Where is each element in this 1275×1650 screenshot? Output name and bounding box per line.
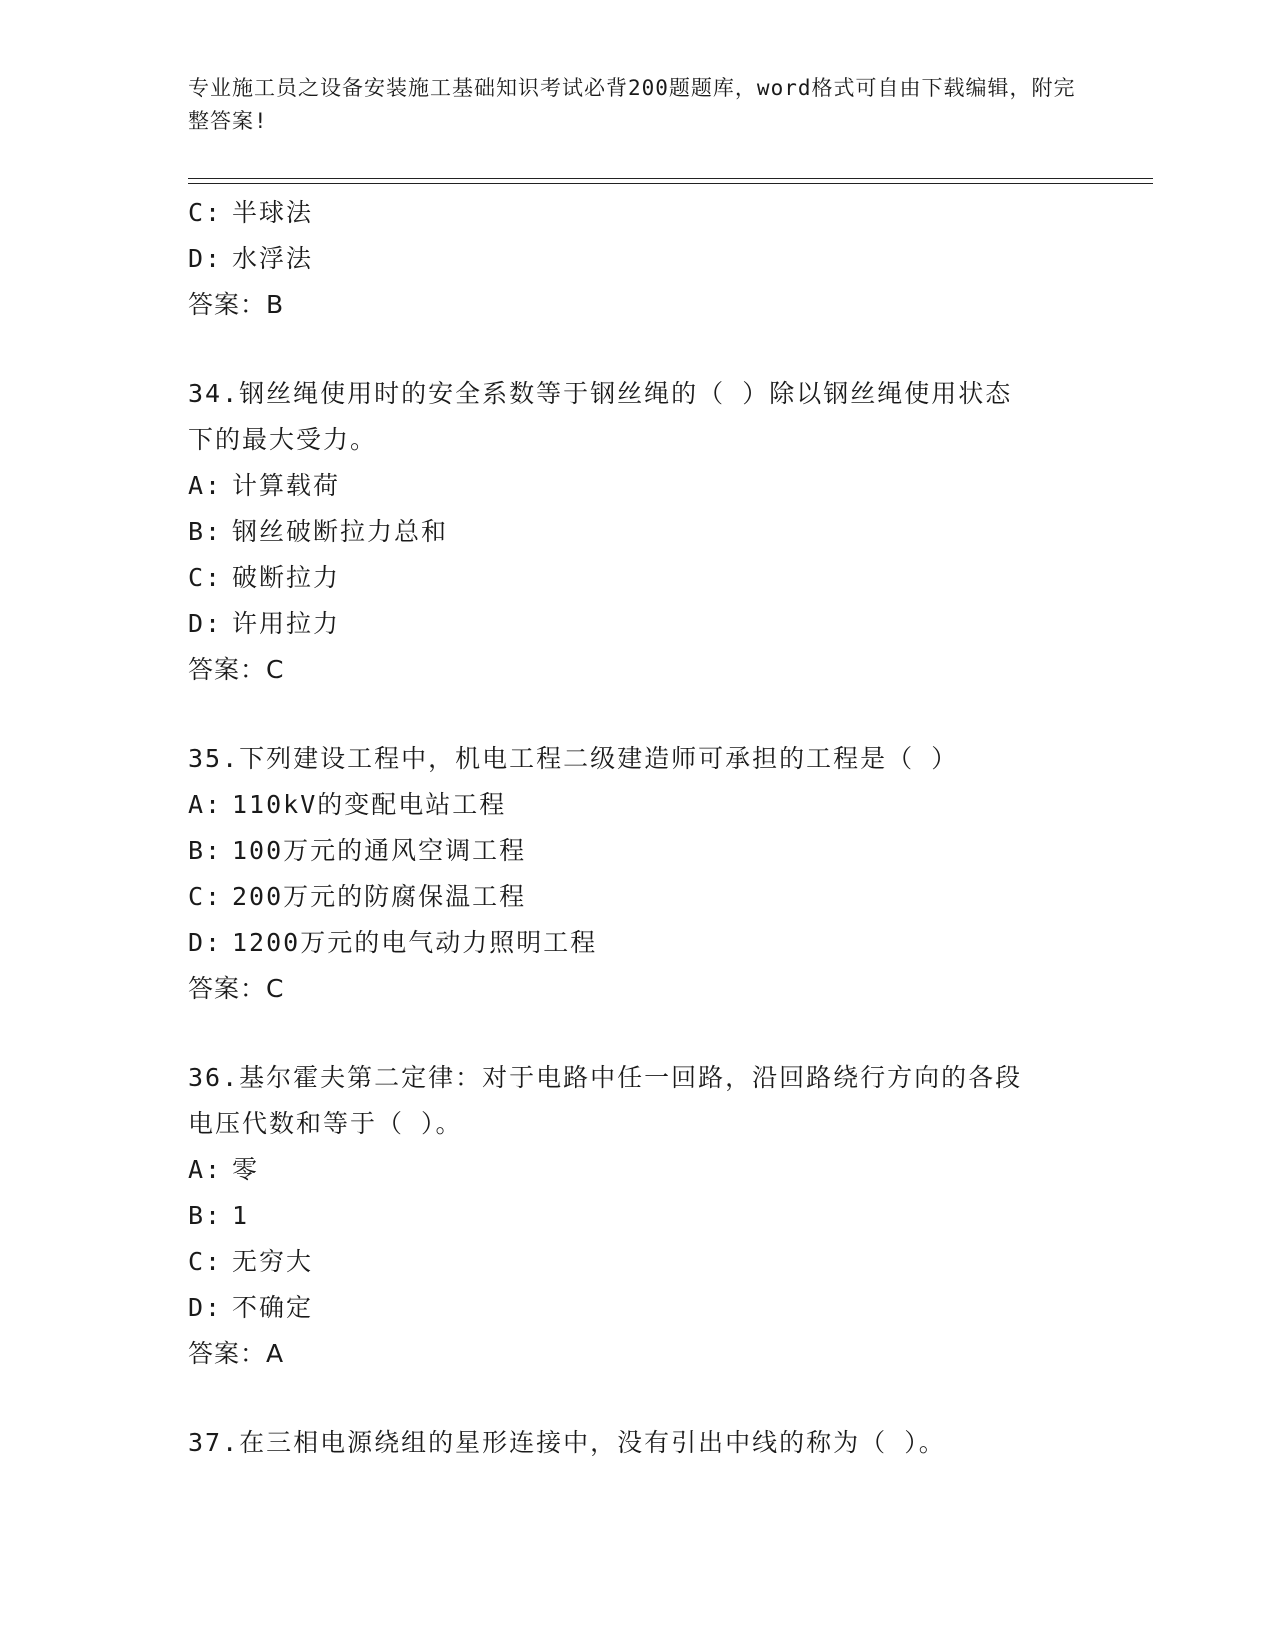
header-divider-top [188, 178, 1153, 179]
option-key: D: [188, 928, 223, 957]
question-37 [188, 1420, 1088, 1466]
option-key: A: [188, 471, 223, 500]
option-b [188, 1193, 1088, 1239]
option-a [188, 1147, 1088, 1193]
option-text: 钢丝破断拉力总和 [232, 517, 449, 546]
question-33-tail [188, 190, 1088, 328]
question-stem-continued: 电压代数和等于（ ）。 [188, 1109, 463, 1138]
option-d [188, 236, 1088, 282]
option-key: C: [188, 198, 223, 227]
document-header [188, 72, 1088, 138]
option-a [188, 782, 1088, 828]
option-text: 110kV的变配电站工程 [232, 790, 507, 819]
option-key: B: [188, 1201, 223, 1230]
answer-line: 答案：C [188, 655, 285, 684]
option-b [188, 828, 1088, 874]
option-text: 100万元的通风空调工程 [232, 836, 527, 865]
option-b [188, 509, 1088, 555]
option-text: 半球法 [232, 198, 314, 227]
answer-line: 答案：A [188, 1339, 285, 1368]
option-d [188, 920, 1088, 966]
option-text: 无穷大 [232, 1247, 314, 1276]
option-key: A: [188, 790, 223, 819]
option-a [188, 463, 1088, 509]
question-stem-continued: 下的最大受力。 [188, 425, 378, 454]
option-key: D: [188, 244, 223, 273]
option-key: B: [188, 517, 223, 546]
option-key: C: [188, 1247, 223, 1276]
option-text: 1200万元的电气动力照明工程 [232, 928, 598, 957]
option-key: A: [188, 1155, 223, 1184]
question-stem: 34.钢丝绳使用时的安全系数等于钢丝绳的（ ）除以钢丝绳使用状态 [188, 379, 1013, 408]
option-key: D: [188, 609, 223, 638]
question-35 [188, 736, 1088, 1012]
answer-line: 答案：C [188, 974, 285, 1003]
question-list [188, 190, 1088, 1466]
option-c [188, 874, 1088, 920]
option-key: C: [188, 563, 223, 592]
option-c [188, 1239, 1088, 1285]
option-c [188, 555, 1088, 601]
option-key: D: [188, 1293, 223, 1322]
question-stem: 36.基尔霍夫第二定律：对于电路中任一回路，沿回路绕行方向的各段 [188, 1063, 1023, 1092]
option-text: 水浮法 [232, 244, 314, 273]
option-c [188, 190, 1088, 236]
answer-line: 答案：B [188, 290, 285, 319]
option-d [188, 601, 1088, 647]
option-text: 零 [232, 1155, 260, 1184]
option-text: 不确定 [232, 1293, 314, 1322]
option-text: 破断拉力 [232, 563, 341, 592]
option-key: B: [188, 836, 223, 865]
option-text: 计算载荷 [232, 471, 341, 500]
document-title: 专业施工员之设备安装施工基础知识考试必背200题题库，word格式可自由下载编辑，附完整答案! [188, 76, 1076, 133]
option-text: 1 [232, 1201, 250, 1230]
question-36 [188, 1055, 1088, 1377]
option-key: C: [188, 882, 223, 911]
question-stem: 37.在三相电源绕组的星形连接中，没有引出中线的称为（ ）。 [188, 1428, 946, 1457]
question-stem: 35.下列建设工程中，机电工程二级建造师可承担的工程是（ ） [188, 744, 959, 773]
header-divider-bottom [188, 183, 1153, 184]
option-text: 200万元的防腐保温工程 [232, 882, 527, 911]
option-d [188, 1285, 1088, 1331]
option-text: 许用拉力 [232, 609, 341, 638]
question-34 [188, 371, 1088, 693]
